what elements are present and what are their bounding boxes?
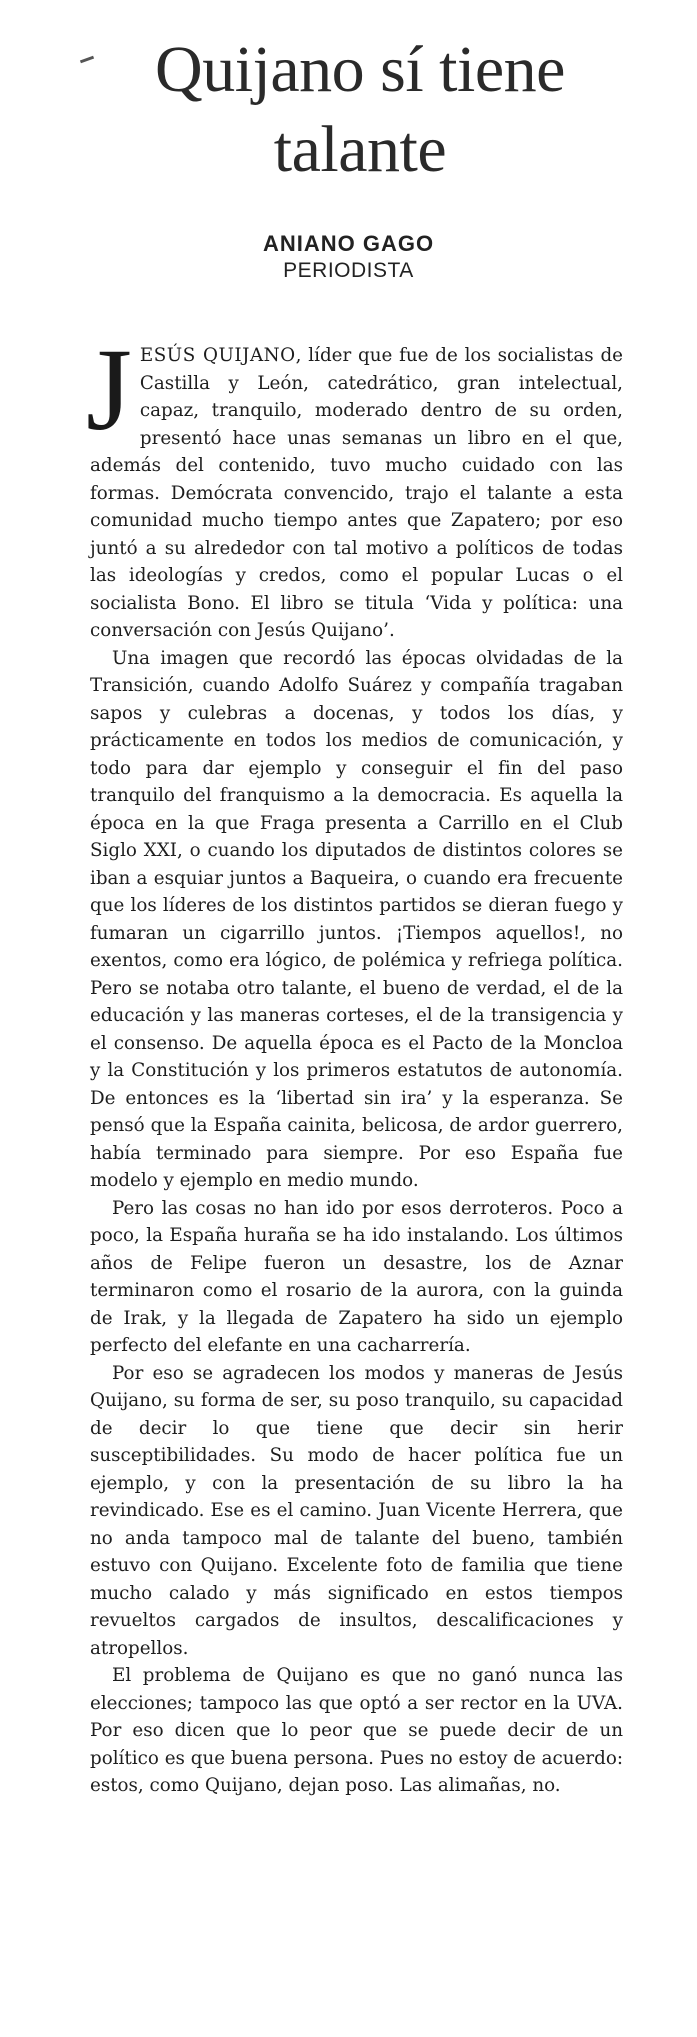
drop-cap: J xyxy=(86,324,132,455)
lead-caps: ESÚS QUIJANO xyxy=(139,345,296,366)
article-paragraph-2: Una imagen que recordó las épocas olvidadas de la Transición, cuando Adolfo Suárez y compañía tragaban sapos y culebras a docenas, y todos los días, y prácticamente en todos los medios de comunicación, y todo para dar ejemplo y conseguir el fin del paso tranquilo del franquismo a la democracia. Es aquella la época en la que Fraga presenta a Carrillo en el Club Siglo XXI, o cuando los diputados de distintos colores se iban a esquiar juntos a Baqueira, o cuando era frecuente que los líderes de los distintos partidos se dieran fuego y fumaran un cigarrillo juntos. ¡Tiempos aquellos!, no exentos, como era lógico, de polémica y refriega política. Pero se notaba otro talante, el bueno de verdad, el de la educación y las maneras corteses, el de la transigencia y el consenso. De aquella época es el Pacto de la Moncloa y la Constitución y los primeros estatutos de autonomía. De entonces es la ‘libertad sin ira’ y la esperanza. Se pensó que la España cainita, belicosa, de ardor guerrero, había terminado para siempre. Por eso España fue modelo y ejemplo en medio mundo. xyxy=(90,647,623,1191)
article-paragraph-4: Por eso se agradecen los modos y maneras de Jesús Quijano, su forma de ser, su poso tranquilo, su capacidad de decir lo que tiene que decir sin herir susceptibilidades. Su modo de hacer política fue un ejemplo, y con la presentación de su libro la ha revindicado. Ese es el camino. Juan Vicente Herrera, que no anda tampoco mal de talante del bueno, también estuvo con Quijano. Excelente foto de familia que tiene mucho calado y más significado en estos tiempos revueltos cargados de insultos, descalificaciones y atropellos. xyxy=(90,1362,623,1659)
byline xyxy=(0,230,697,284)
author-role: PERIODISTA xyxy=(283,259,414,282)
author-name: ANIANO GAGO xyxy=(262,231,435,256)
article-body xyxy=(86,324,623,1800)
headline xyxy=(60,30,660,190)
headline-line-1: Quijano sí tiene xyxy=(155,33,565,106)
headline-line-2: talante xyxy=(273,113,447,186)
article-paragraph-1 xyxy=(86,324,623,645)
article-paragraph-5: El problema de Quijano es que no ganó nunca las elecciones; tampoco las que optó a ser rector en la UVA. Por eso dicen que lo peor que se puede decir de un político es que buena persona. Pues no estoy de acuerdo: estos, como Quijano, dejan poso. Las alimañas, no. xyxy=(90,1665,623,1796)
paragraph-1-text: , líder que fue de los socialistas de Castilla y León, catedrático, gran intelectual, capaz, tranquilo, moderado dentro de su orden, presentó hace unas semanas un libro en el que, además del contenido, tuvo mucho cuidado con las formas. Demócrata convencido, trajo el talante a esta comunidad mucho tiempo antes que Zapatero; por eso juntó a su alrededor con tal motivo a políticos de todas las ideologías y credos, como el popular Lucas o el socialista Bono. El libro se titula ‘Vida y política: una conversación con Jesús Quijano’. xyxy=(90,345,623,641)
article-paragraph-3: Pero las cosas no han ido por esos derroteros. Poco a poco, la España huraña se ha ido instalando. Los últimos años de Felipe fueron un desastre, los de Aznar terminaron como el rosario de la aurora, con la guinda de Irak, y la llegada de Zapatero ha sido un ejemplo perfecto del elefante en una cacharrería. xyxy=(90,1197,623,1356)
